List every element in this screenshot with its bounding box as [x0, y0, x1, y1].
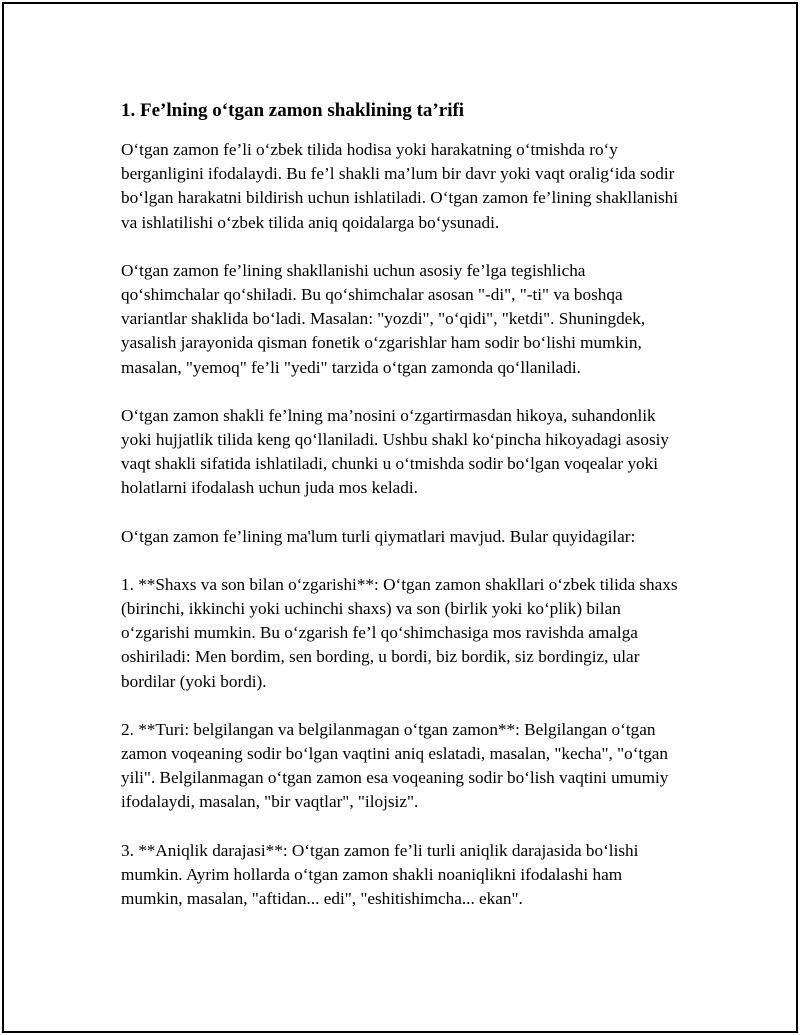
- paragraph-usage: O‘tgan zamon shakli fe’lning ma’nosini o‘zgartirmasdan hikoya, suhandonlik yoki hujjatlik tilida keng qo‘llaniladi. Ushbu shakl ko‘pincha hikoyadagi asosiy vaqt shakli sifatida ishlatiladi, chunki u o‘tmishda sodir bo‘lgan voqealar yoki holatlarni ifodalash uchun juda mos keladi.: [121, 405, 670, 498]
- paragraph-values-intro: O‘tgan zamon fe’lining ma'lum turli qiymatlari mavjud. Bular quyidagilar:: [121, 526, 636, 546]
- list-item-type: 2. **Turi: belgilangan va belgilanmagan o‘tgan zamon**: Belgilangan o‘tgan zamon voqeaning sodir bo‘lgan vaqtini aniq eslatadi, masalan, "kecha", "o‘tgan yili". Belgilanmagan o‘tgan zamon esa voqeaning sodir bo‘lish vaqtini umumiy ifodalaydi, masalan, "bir vaqtlar", "ilojsiz".: [121, 719, 669, 812]
- document-title: 1. Fe’lning o‘tgan zamon shaklining ta’rifi: [121, 100, 465, 121]
- document-content: [121, 98, 681, 935]
- page-frame: [2, 2, 798, 1033]
- paragraph-formation: O‘tgan zamon fe’lining shakllanishi uchun asosiy fe’lga tegishlicha qo‘shimchalar qo‘shiladi. Bu qo‘shimchalar asosan "-di", "-ti" va boshqa variantlar shaklida bo‘ladi. Masalan: "yozdi", "o‘qidi", "ketdi". Shuningdek, yasalish jarayonida qisman fonetik o‘zgarishlar ham sodir bo‘lishi mumkin, masalan, "yemoq" fe’li "yedi" tarzida o‘tgan zamonda qo‘llaniladi.: [121, 260, 646, 377]
- list-item-definiteness: 3. **Aniqlik darajasi**: O‘tgan zamon fe’li turli aniqlik darajasida bo‘lishi mumkin. Ayrim hollarda o‘tgan zamon shakli noaniqlikni ifodalashi ham mumkin, masalan, "aftidan... edi", "eshitishimcha... ekan".: [121, 840, 639, 909]
- list-item-person-number: 1. **Shaxs va son bilan o‘zgarishi**: O‘tgan zamon shakllari o‘zbek tilida shaxs (birinchi, ikkinchi yoki uchinchi shaxs) va son (birlik yoki ko‘plik) bilan o‘zgarishi mumkin. Bu o‘zgarish fe’l qo‘shimchasiga mos ravishda amalga oshiriladi: Men bordim, sen bording, u bordi, biz bordik, siz bordingiz, ular bordilar (yoki bordi).: [121, 574, 678, 691]
- paragraph-definition: O‘tgan zamon fe’li o‘zbek tilida hodisa yoki harakatning o‘tmishda ro‘y berganligini ifodalaydi. Bu fe’l shakli ma’lum bir davr yoki vaqt oralig‘ida sodir bo‘lgan harakatni bildirish uchun ishlatiladi. O‘tgan zamon fe’lining shakllanishi va ishlatilishi o‘zbek tilida aniq qoidalarga bo‘ysunadi.: [121, 140, 679, 232]
